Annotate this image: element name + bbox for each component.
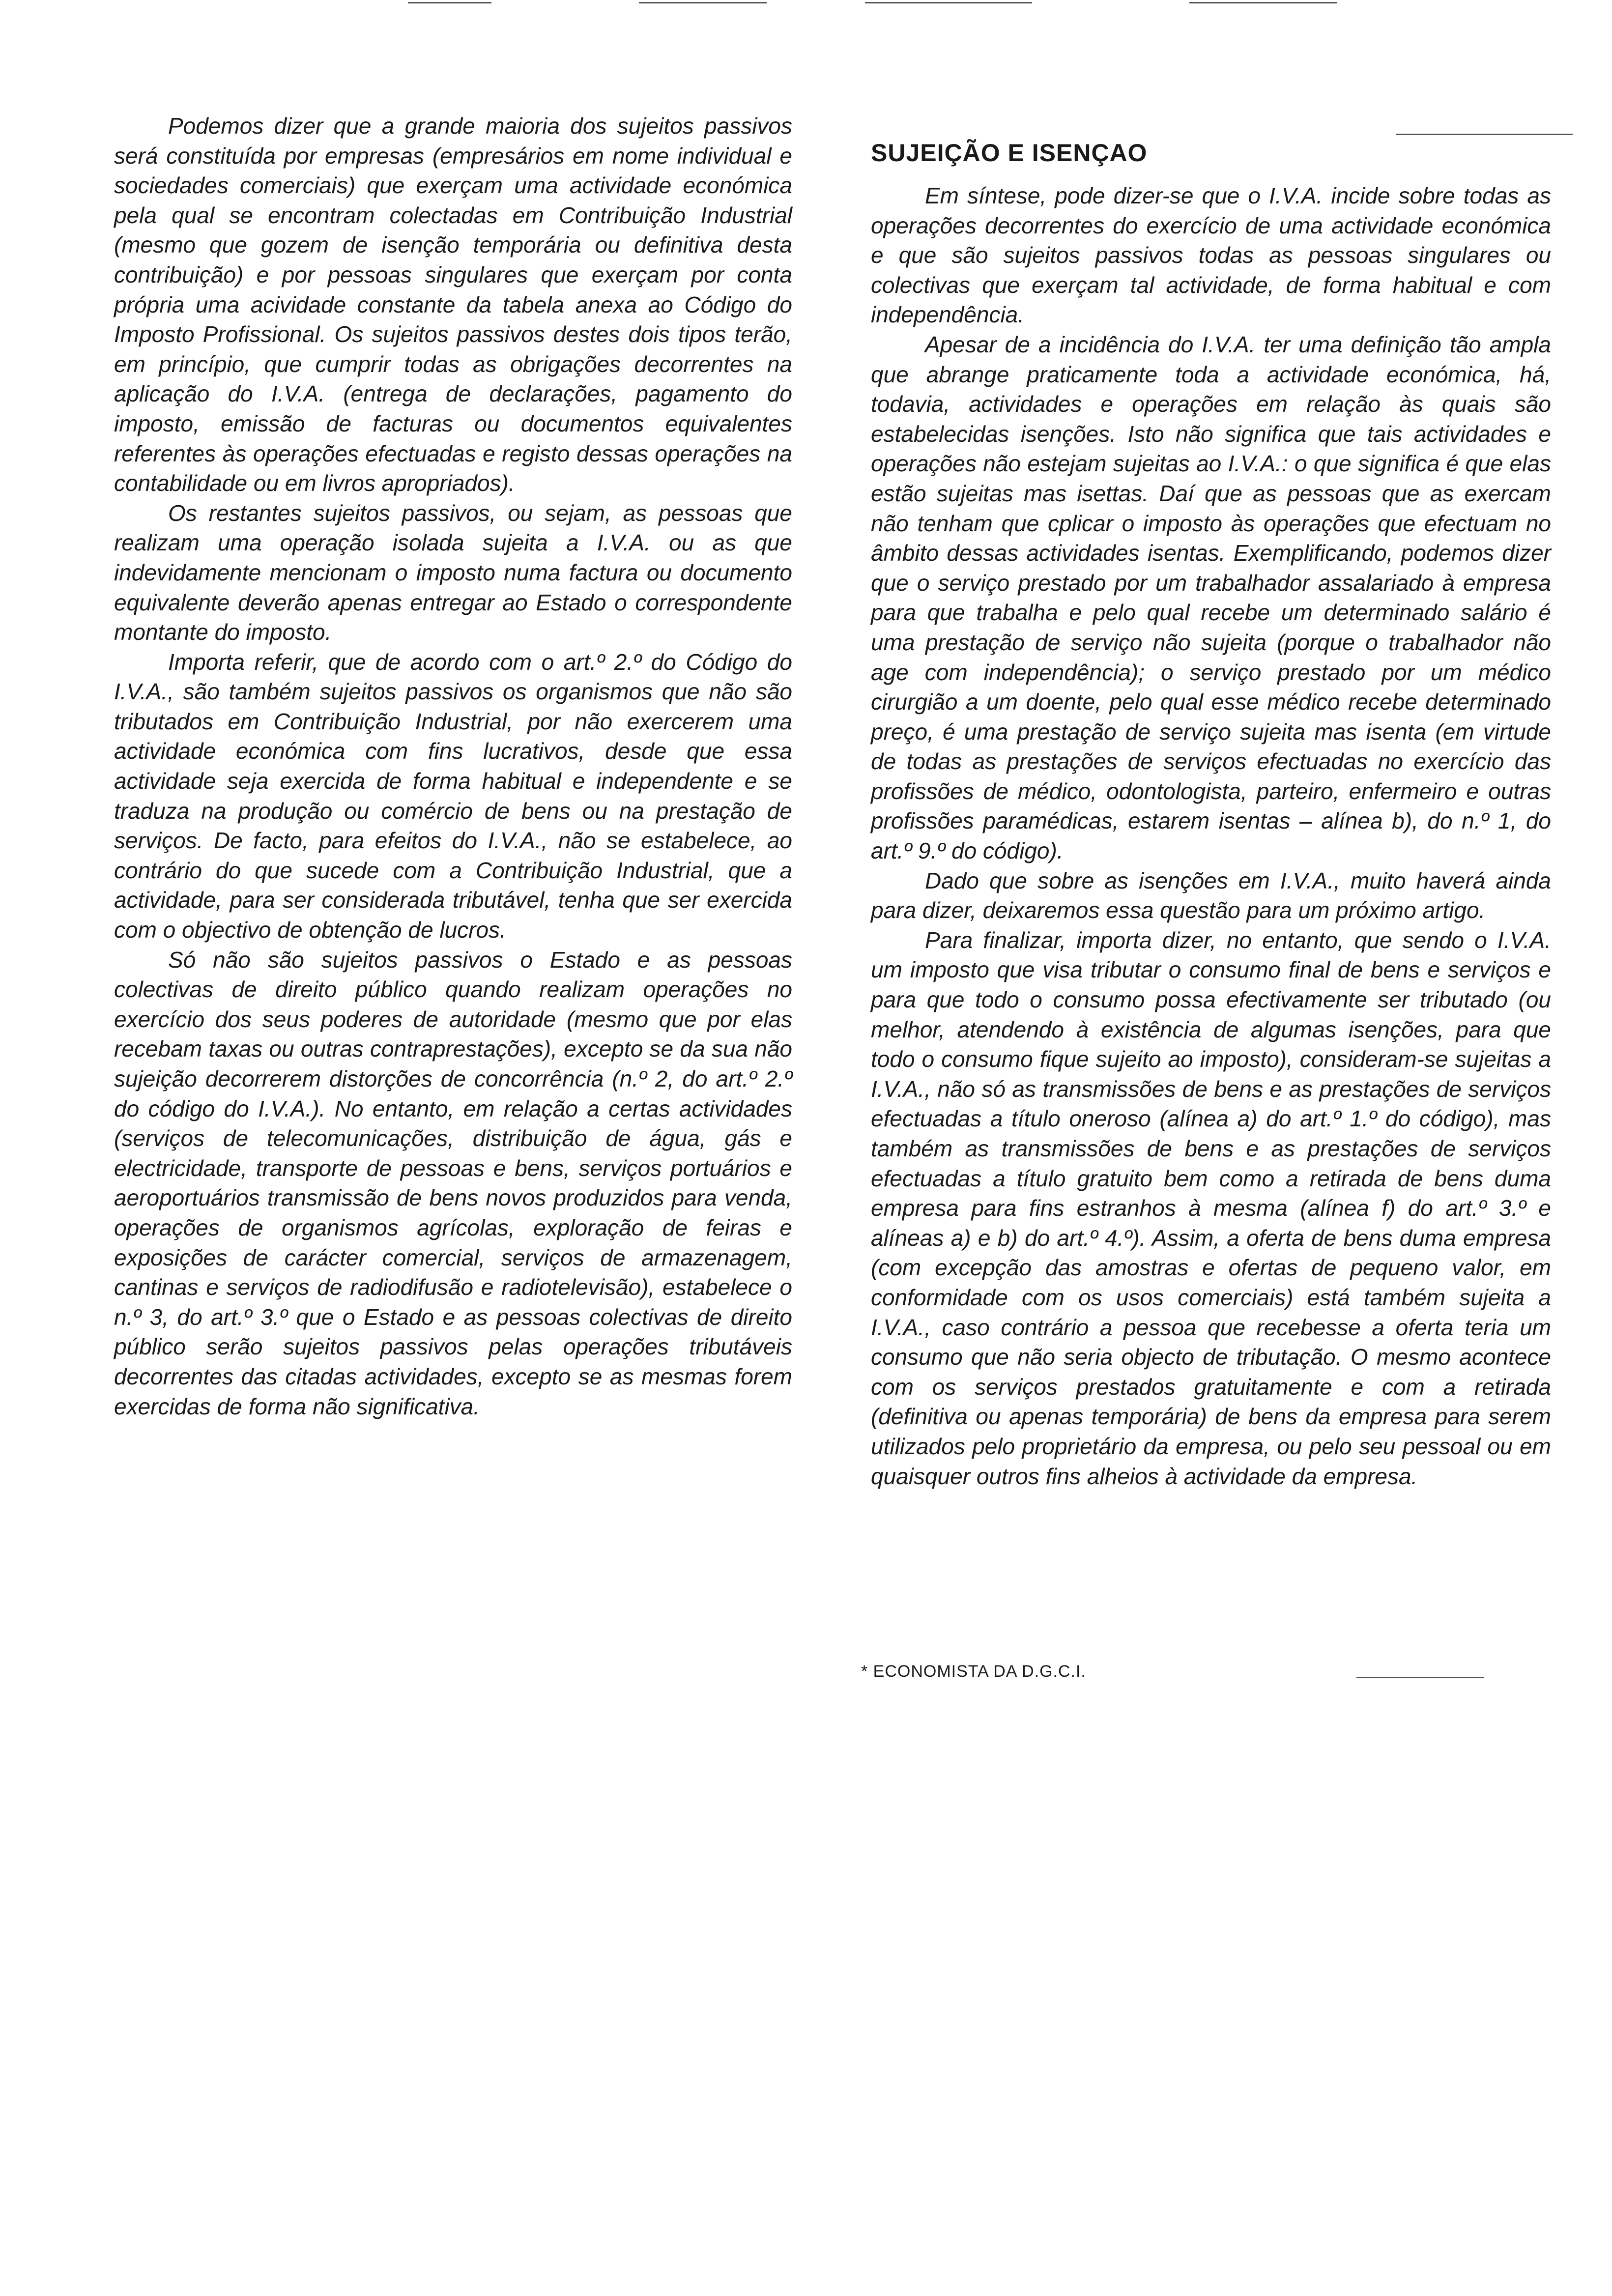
left-column — [114, 111, 792, 1421]
scan-edge-mark — [1189, 2, 1337, 3]
section-heading: SUJEIÇÃO E ISENÇAO — [871, 139, 1148, 167]
paragraph: Só não são sujeitos passivos o Estado e as pessoas colectivas de direito público quando realizam operações no exercício dos seus poderes de autoridade (mesmo que por elas recebam taxas ou outras contraprestações), excepto se da sua não sujeição decorrerem distorções de concorrência (n.º 2, do art.º 2.º do código do I.V.A.). No entanto, em relação a certas actividades (serviços de telecomunicações, distribuição de água, gás e electricidade, transporte de pessoas e bens, serviços portuários e aeroportuários transmissão de bens novos produzidos para venda, operações de organismos agrícolas, exploração de feiras e exposições de carácter comercial, serviços de armazenagem, cantinas e serviços de radiodifusão e radiotelevisão), estabelece o n.º 3, do art.º 3.º que o Estado e as pessoas colectivas de direito público serão sujeitos passivos pelas operações tributáveis decorrentes das citadas actividades, excepto se as mesmas forem exercidas de forma não significativa. — [114, 947, 792, 1419]
paragraph: Importa referir, que de acordo com o art.º 2.º do Código do I.V.A., são também sujeitos passivos os organismos que não são tributados em Contribuição Industrial, por não exercerem uma actividade económica com fins lucrativos, desde que essa actividade seja exercida de forma habitual e independente e se traduza na produção ou comércio de bens ou na prestação de serviços. De facto, para efeitos do I.V.A., não se estabelece, ao contrário do que sucede com a Contribuição Industrial, que a actividade, para ser considerada tributável, tenha que ser exercida com o objectivo de obtenção de lucros. — [114, 649, 792, 943]
paragraph: Apesar de a incidência do I.V.A. ter uma definição tão ampla que abrange praticamente toda a actividade económica, há, todavia, actividades e operações em relação às quais são estabelecidas isenções. Isto não significa que tais actividades e operações não estejam sujeitas ao I.V.A.: o que significa é que elas estão sujeitas mas isettas. Daí que as pessoas que as exercam não tenham que cplicar o imposto às operações que efectuam no âmbito dessas actividades isentas. Exemplificando, podemos dizer que o serviço prestado por um trabalhador assalariado à empresa para que trabalha e pelo qual recebe um determinado salário é uma prestação de serviço não sujeita (porque o trabalhador não age com independência); o serviço prestado por um médico cirurgião a um doente, pelo qual esse médico recebe determinado preço, é uma prestação de serviço sujeita mas isenta (em virtude de todas as prestações de serviços efectuadas no exercício das profissões de médico, odontologista, parteiro, enfermeiro e outras profissões paramédicas, estarem isentas – alínea b), do n.º 1, do art.º 9.º do código). — [871, 331, 1551, 864]
author-footnote: * ECONOMISTA DA D.G.C.I. — [861, 1662, 1086, 1681]
scan-edge-mark — [1356, 1677, 1484, 1678]
paragraph: Em síntese, pode dizer-se que o I.V.A. incide sobre todas as operações decorrentes do exercício de uma actividade económica e que são sujeitos passivos todas as pessoas singulares ou colectivas que exerçam tal actividade, de forma habitual e com independência. — [871, 183, 1551, 328]
paragraph: Para finalizar, importa dizer, no entanto, que sendo o I.V.A. um imposto que visa tributar o consumo final de bens e serviços e para que todo o consumo possa efectivamente ser tributado (ou melhor, atendendo à existência de algumas isenções, para que todo o consumo fique sujeito ao imposto), consideram-se sujeitas a I.V.A., não só as transmissões de bens e as prestações de serviços efectuadas a título oneroso (alínea a) do art.º 1.º do código), mas também as transmissões de bens e as prestações de serviços efectuadas a título gratuito bem como a retirada de bens duma empresa para fins estranhos à mesma (alínea f) do art.º 3.º e alíneas a) e b) do art.º 4.º). Assim, a oferta de bens duma empresa (com excepção das amostras e ofertas de pequeno valor, em conformidade com os usos comerciais) está também sujeita a I.V.A., caso contrário a pessoa que recebesse a oferta teria um consumo que não seria objecto de tributação. O mesmo acontece com os serviços prestados gratuitamente e com a retirada (definitiva ou apenas temporária) de bens da empresa para serem utilizados pelo proprietário da empresa, ou pelo seu pessoal ou em quaisquer outros fins alheios à actividade da empresa. — [871, 927, 1551, 1489]
scan-edge-mark — [1396, 134, 1573, 135]
paragraph: Podemos dizer que a grande maioria dos sujeitos passivos será constituída por empresas (empresários em nome individual e sociedades comerciais) que exerçam uma actividade económica pela qual se encontram colectadas em Contribuição Industrial (mesmo que gozem de isenção temporária ou definitiva desta contribuição) e por pessoas singulares que exerçam por conta própria uma acividade constante da tabela anexa ao Código do Imposto Profissional. Os sujeitos passivos destes dois tipos terão, em princípio, que cumprir todas as obrigações decorrentes na aplicação do I.V.A. (entrega de declarações, pagamento do imposto, emissão de facturas ou documentos equivalentes referentes às operações efectuadas e registo dessas operações na contabilidade ou em livros apropriados). — [114, 113, 792, 496]
scan-edge-mark — [408, 2, 491, 3]
paragraph: Os restantes sujeitos passivos, ou sejam, as pessoas que realizam uma operação isolada sujeita a I.V.A. ou as que indevidamente mencionam o imposto numa factura ou documento equivalente deverão apenas entregar ao Estado o correspondente montante do imposto. — [114, 500, 792, 645]
scan-edge-mark — [865, 2, 1032, 3]
right-column — [871, 181, 1551, 1491]
scan-edge-mark — [639, 2, 767, 3]
paragraph: Dado que sobre as isenções em I.V.A., muito haverá ainda para dizer, deixaremos essa questão para um próximo artigo. — [871, 867, 1551, 923]
